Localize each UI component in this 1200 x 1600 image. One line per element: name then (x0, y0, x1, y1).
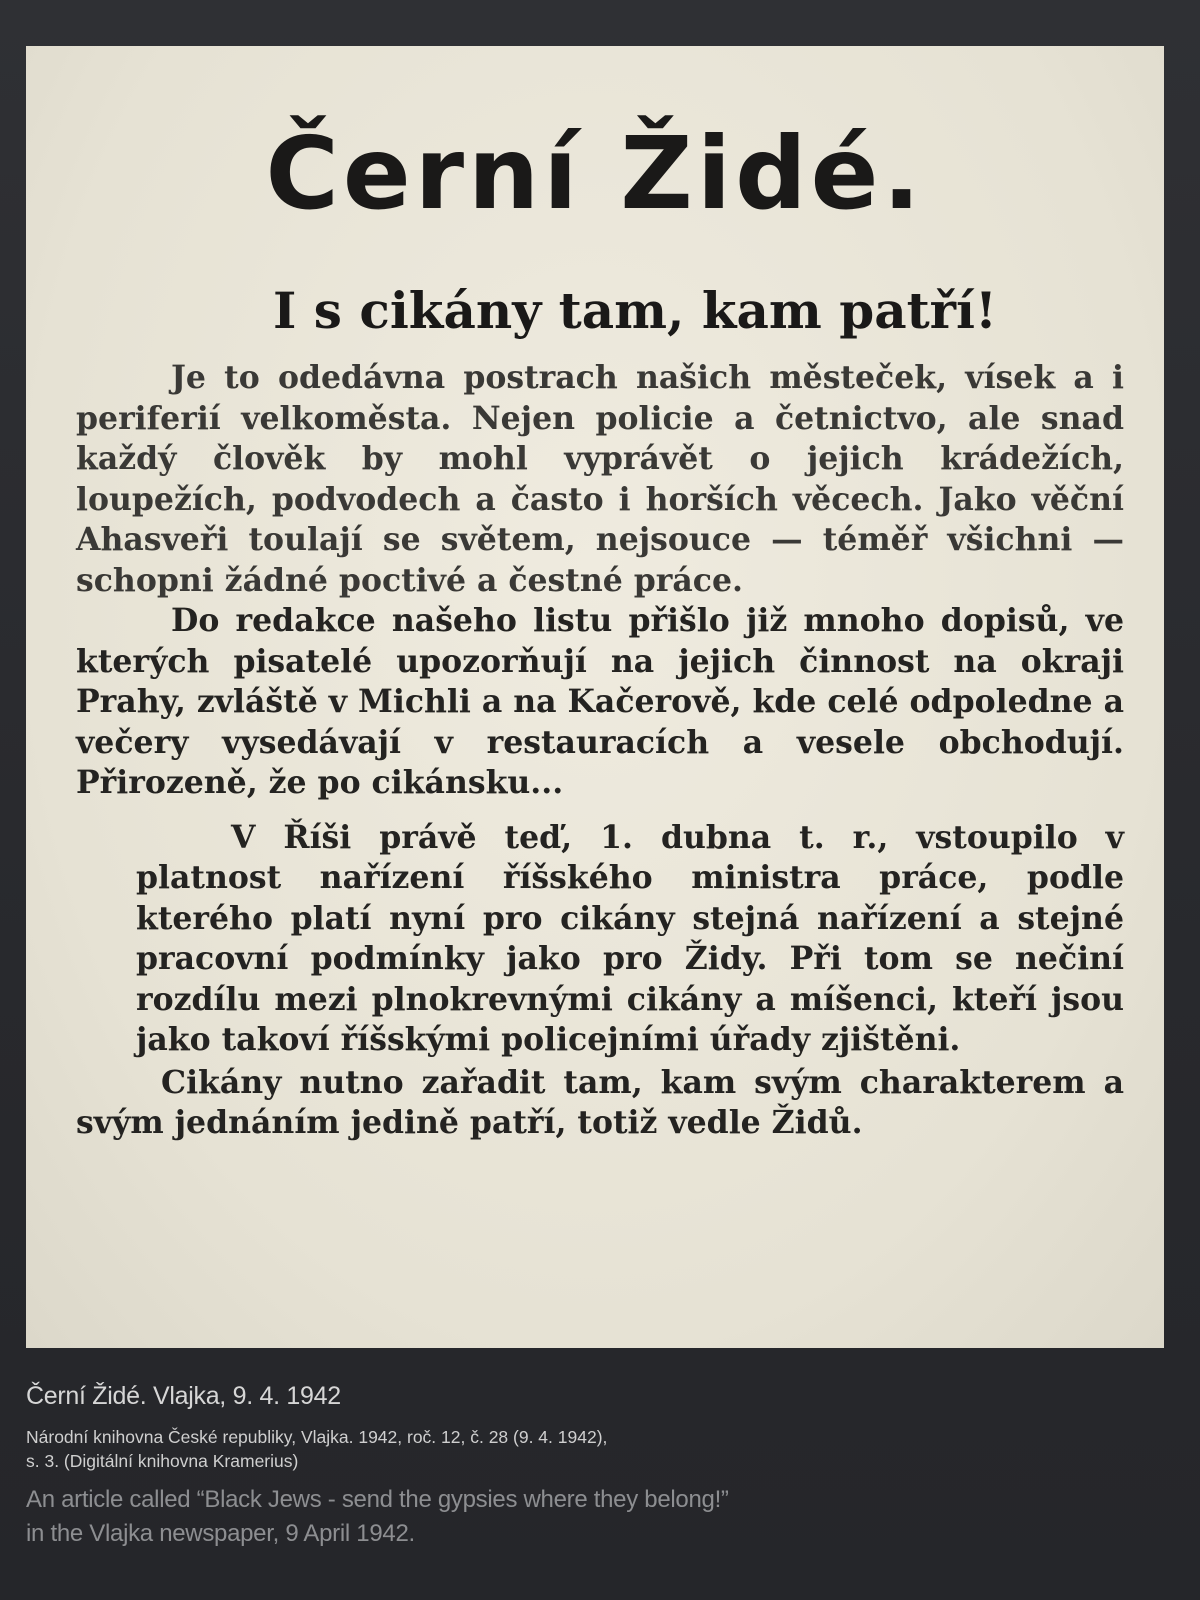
caption-source (26, 1425, 1166, 1473)
caption-english-line-2: in the Vlajka newspaper, 9 April 1942. (26, 1520, 415, 1547)
article-paragraph-2: Do redakce našeho listu přišlo již mnoho dopisů, ve kterých pisatelé upozorňují na jejich činnost na okraji Prahy, zvláště v Michli a na Kačerově, kde celé odpoledne a večery vysedávají v restauracích a vesele obchodují. Přirozeně, že po cikánsku... (76, 602, 1124, 801)
newspaper-clipping (26, 46, 1164, 1348)
article-body (76, 358, 1124, 1144)
article-subheadline: I s cikány tam, kam patří! (273, 281, 997, 340)
caption-source-line-1: Národní knihovna České republiky, Vlajka. 1942, roč. 12, č. 28 (9. 4. 1942), (26, 1427, 608, 1447)
caption-english-line-1: An article called “Black Jews - send the gypsies where they belong!” (26, 1486, 729, 1513)
article-headline: Černí Židé. (265, 115, 925, 232)
article-paragraph-3: V Říši právě teď, 1. dubna t. r., vstoupilo v platnost nařízení říšského ministra práce, podle kterého platí nyní pro cikány stejná nařízení a stejné pracovní podmínky jako pro Židy. Při tom se nečiní rozdílu mezi plnokrevnými cikány a míšenci, kteří jsou jako takoví říšskými policejními úřady zjištěni. (136, 818, 1124, 1058)
article-paragraph-1: Je to odedávna postrach našich městeček, vísek a i periferií velkoměsta. Nejen policie a četnictvo, ale snad každý člověk by mohl vyprávět o jejich krádežích, loupežích, podvodech a často i horších věcech. Jako věční Ahasveři toulají se světem, nejsouce — téměř všichni — schopni žádné poctivé a čestné práce. (76, 359, 1124, 599)
caption-source-line-2: s. 3. (Digitální knihovna Kramerius) (26, 1451, 299, 1471)
caption-title: Černí Židé. Vlajka, 9. 4. 1942 (26, 1382, 341, 1410)
caption-english-translation (26, 1483, 1166, 1551)
exhibit-caption (26, 1382, 1166, 1551)
article-paragraph-4: Cikány nutno zařadit tam, kam svým charakterem a svým jednáním jedině patří, totiž vedle Židů. (76, 1063, 1124, 1141)
